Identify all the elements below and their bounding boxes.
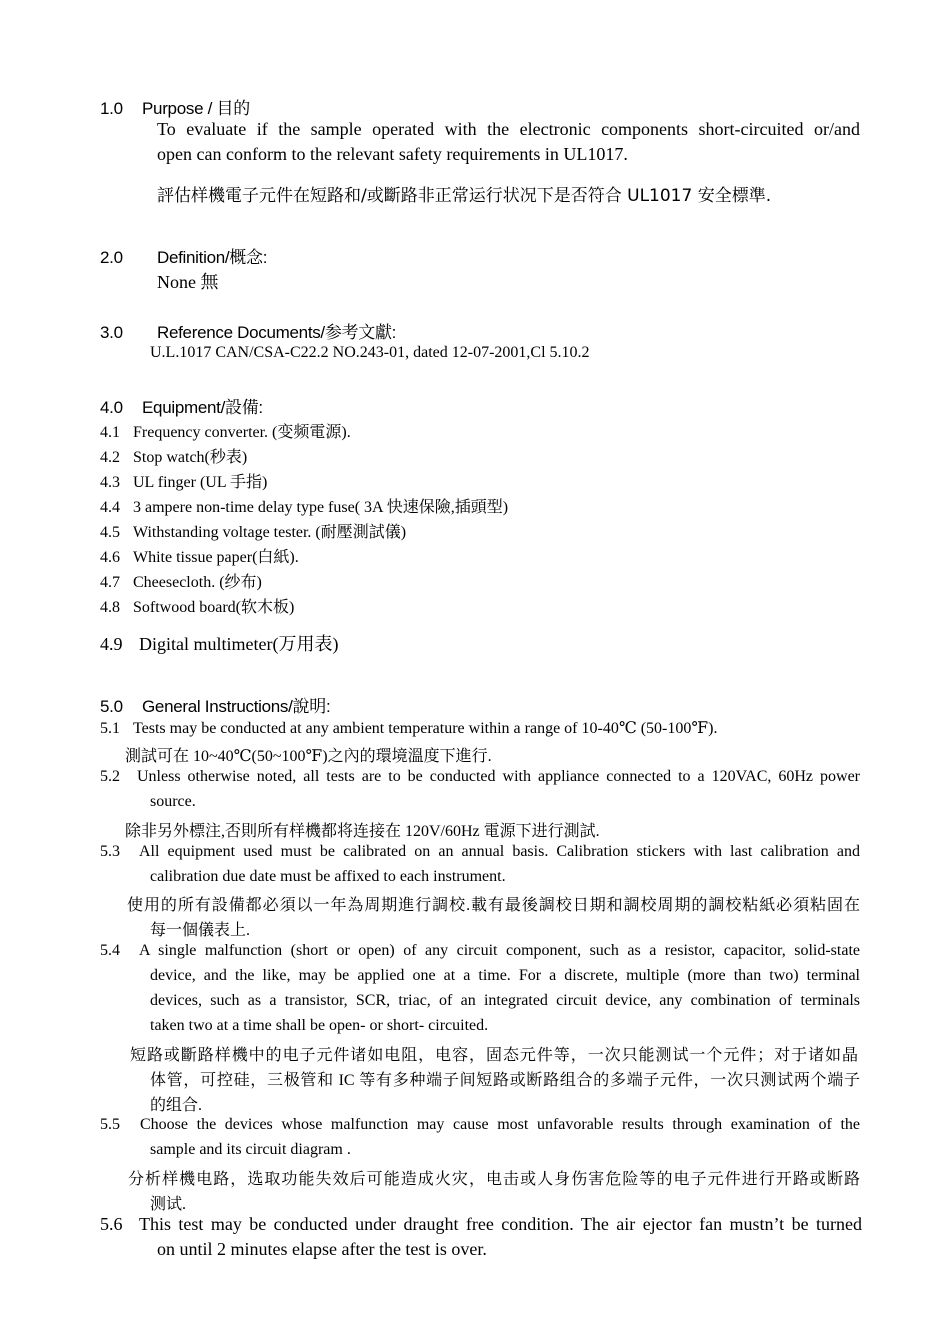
section-3-number: 3.0 (100, 323, 123, 342)
instruction-5-4-chinese-3: 的组合. (150, 1097, 203, 1114)
instruction-5-2-line-2: source. (150, 793, 196, 810)
equipment-item: 4.2 Stop watch(秒表) (100, 449, 248, 466)
section-5-title: General Instructions/說明: (142, 697, 331, 716)
instruction-5-4-chinese-1: 短路或斷路样機中的电子元件诸如电阻，电容，固态元件等，一次只能测试一个元件；对于诸如晶 (130, 1047, 858, 1064)
equipment-item: 4.9 Digital multimeter(万用表) (100, 634, 339, 654)
section-1-text-line-2: open can conform to the relevant safety requirements in UL1017. (157, 144, 628, 164)
instruction-5-5-chinese-2: 测试. (150, 1196, 187, 1213)
instruction-5-3-number: 5.3 (100, 843, 120, 860)
section-3-title: Reference Documents/参考文獻: (157, 323, 397, 342)
section-4-title: Equipment/設備: (142, 398, 263, 417)
instruction-5-3-line-2: calibration due date must be affixed to each instrument. (150, 868, 506, 885)
instruction-5-4-line-1: A single malfunction (short or open) of any circuit component, such as a resistor, capacitor, solid-state (139, 942, 860, 959)
section-1-title: Purpose / 目的 (142, 99, 250, 118)
section-3-body: U.L.1017 CAN/CSA-C22.2 NO.243-01, dated 12-07-2001,Cl 5.10.2 (150, 344, 590, 361)
section-2-title: Definition/概念: (157, 248, 268, 267)
equipment-item: 4.3 UL finger (UL 手指) (100, 474, 268, 491)
instruction-5-4-line-3: devices, such as a transistor, SCR, triac, of an integrated circuit device, any combination of terminals (150, 992, 860, 1009)
section-1-text-line-1: To evaluate if the sample operated with the electronic components short-circuited or/and (157, 119, 860, 139)
instruction-5-5-line-2: sample and its circuit diagram . (150, 1141, 351, 1158)
section-5-heading (100, 692, 330, 717)
instruction-5-6-number: 5.6 (100, 1214, 123, 1234)
section-2-heading (100, 243, 267, 268)
equipment-item: 4.4 3 ampere non-time delay type fuse( 3A 快速保險,插頭型) (100, 499, 509, 516)
instruction-5-3-chinese-2: 每一個儀表上. (150, 922, 251, 939)
instruction-5-1-chinese: 測試可在 10~40℃(50~100℉)之內的環境溫度下進行. (125, 748, 492, 765)
section-1-chinese-text: 評估样機電子元件在短路和/或斷路非正常运行状况下是否符合 UL1017 安全標準. (157, 186, 772, 206)
instruction-5-3-chinese-1: 使用的所有設備都必須以一年為周期進行調校.載有最後調校日期和調校周期的調校粘紙必須粘固在 (127, 897, 860, 914)
instruction-5-4-line-4: taken two at a time shall be open- or short- circuited. (150, 1017, 489, 1034)
section-1-number: 1.0 (100, 99, 123, 118)
equipment-item: 4.1 Frequency converter. (变频電源). (100, 424, 351, 441)
instruction-5-6-line-2: on until 2 minutes elapse after the test is over. (157, 1239, 487, 1259)
equipment-item: 4.5 Withstanding voltage tester. (耐壓測試儀) (100, 524, 407, 541)
instruction-5-5-line-1: Choose the devices whose malfunction may cause most unfavorable results through examination of the (140, 1116, 860, 1133)
equipment-item: 4.8 Softwood board(软木板) (100, 599, 295, 616)
section-2-number: 2.0 (100, 248, 123, 267)
equipment-item: 4.6 White tissue paper(白紙). (100, 549, 299, 566)
section-1-heading (100, 94, 250, 119)
instruction-5-5-chinese-1: 分析样機电路，选取功能失效后可能造成火灾，电击或人身伤害危险等的电子元件进行开路或断路 (128, 1171, 860, 1188)
instruction-5-4-number: 5.4 (100, 942, 120, 959)
equipment-item: 4.7 Cheesecloth. (纱布) (100, 574, 262, 591)
instruction-5-2-chinese: 除非另外標注,否則所有样機都将连接在 120V/60Hz 電源下进行測試. (125, 823, 600, 840)
section-4-number: 4.0 (100, 398, 123, 417)
instruction-5-4-line-2: device, and the like, may be applied one at a time. For a discrete, multiple (more than two) terminal (150, 967, 860, 984)
instruction-5-5-number: 5.5 (100, 1116, 120, 1133)
section-5-number: 5.0 (100, 697, 123, 716)
section-2-body: None 無 (157, 272, 219, 292)
instruction-5-3-line-1: All equipment used must be calibrated on an annual basis. Calibration stickers with last calibration and (139, 843, 860, 860)
instruction-5-4-chinese-2: 体管，可控硅，三极管和 IC 等有多种端子间短路或断路组合的多端子元件，一次只测试两个端子 (150, 1072, 860, 1089)
section-3-heading (100, 318, 396, 343)
instruction-5-6-line-1: This test may be conducted under draught free condition. The air ejector fan mustn’t be turned (139, 1214, 862, 1234)
instruction-5-2-line-1: Unless otherwise noted, all tests are to be conducted with appliance connected to a 120VAC, 60Hz power (137, 768, 860, 785)
instruction-5-2-number: 5.2 (100, 768, 120, 785)
section-4-heading (100, 393, 263, 418)
instruction-5-1: 5.1 Tests may be conducted at any ambient temperature within a range of 10-40℃ (50-100℉). (100, 720, 718, 737)
